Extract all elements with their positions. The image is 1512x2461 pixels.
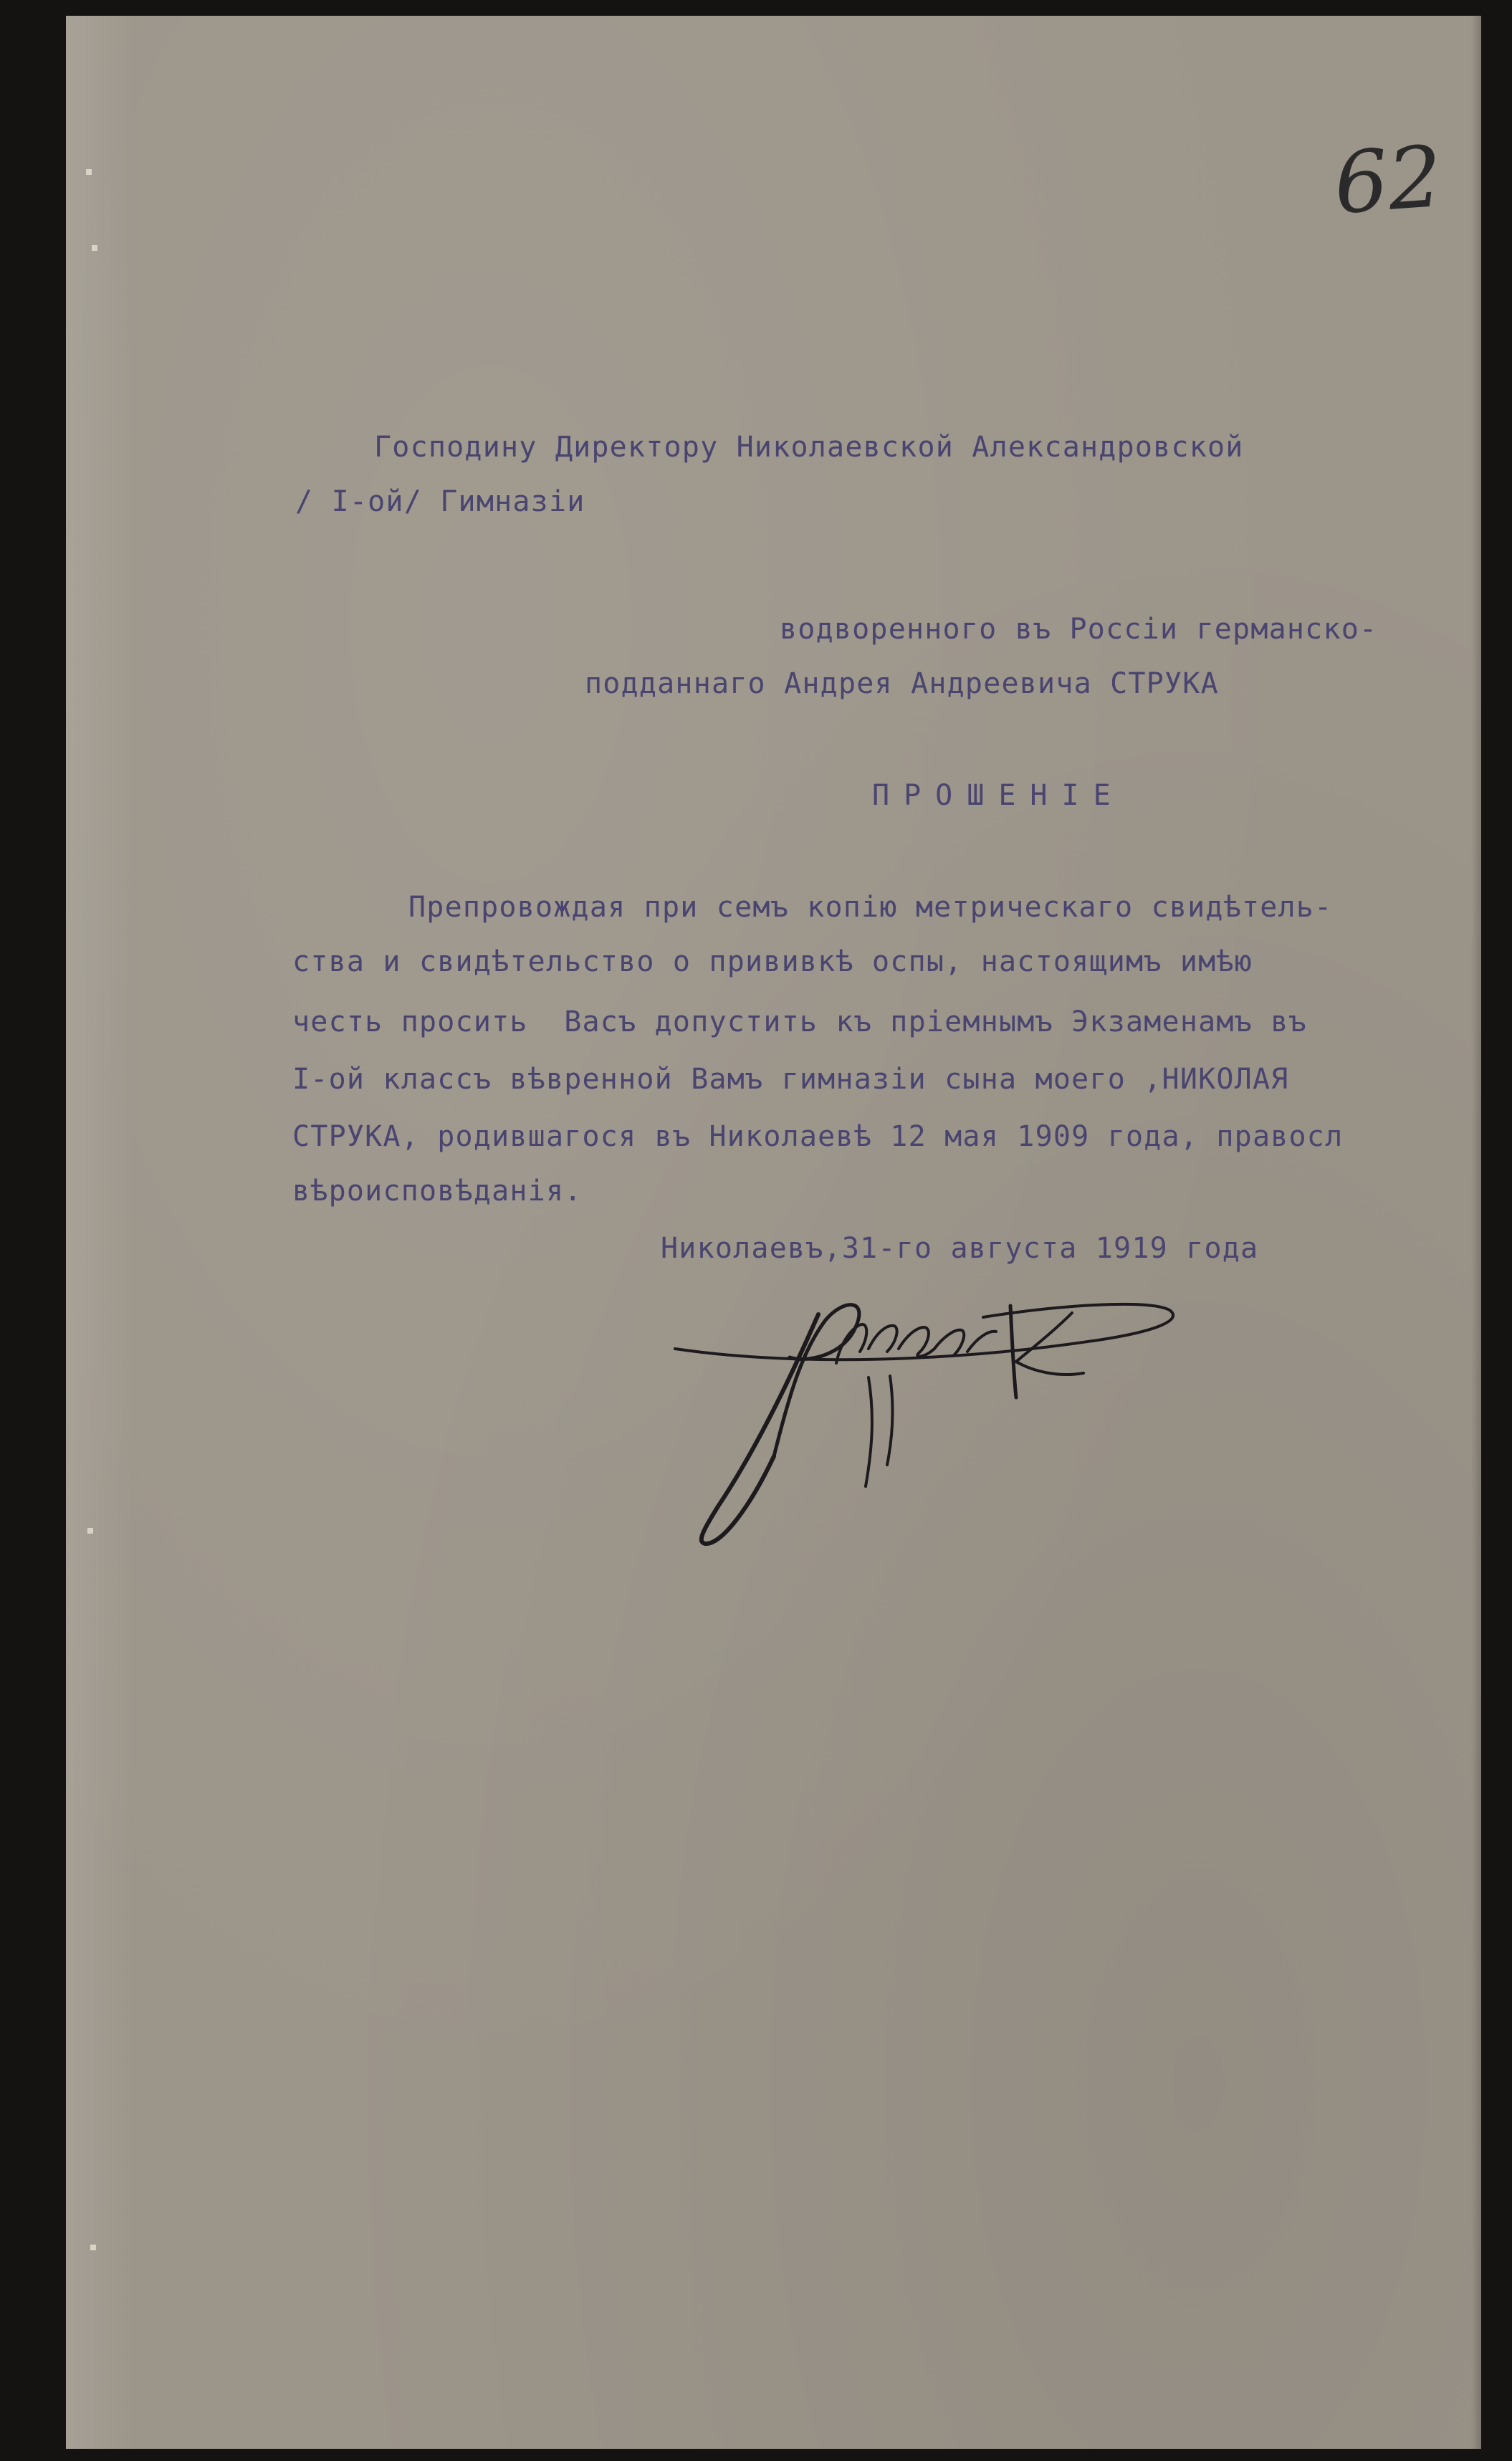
margin-mark [87, 1528, 93, 1534]
addressee-line-1: Господину Директору Николаевской Александровской [374, 431, 1244, 464]
margin-mark [90, 2245, 96, 2250]
margin-mark [86, 169, 92, 175]
body-line: СТРУКА, родившагося въ Николаевѣ 12 мая 1909 года, правосл [292, 1120, 1344, 1153]
body-line: I-ой классъ вѣвренной Вамъ гимназіи сына моего ,НИКОЛАЯ [292, 1063, 1289, 1096]
document-title: ПРОШЕНІЕ [872, 779, 1125, 812]
body-line: ства и свидѣтельство о прививкѣ оспы, настоящимъ имѣю [292, 945, 1253, 978]
addressee-line-2: / I-ой/ Гимназіи [295, 485, 585, 518]
body-line: вѣроисповѣданія. [292, 1175, 583, 1208]
petitioner-line-2: подданнаго Андрея Андреевича СТРУКА [585, 667, 1219, 700]
paper-sheet [66, 16, 1481, 2449]
handwritten-signature [654, 1277, 1255, 1549]
body-line: Препровождая при семъ копію метрическаго свидѣтель- [408, 891, 1333, 924]
folio-number: 62 [1331, 126, 1445, 234]
date-line: Николаевъ,31-го августа 1919 года [661, 1232, 1259, 1265]
margin-mark [92, 245, 97, 251]
body-line: честь просить Васъ допустить къ пріемнымъ Экзаменамъ въ [292, 1005, 1307, 1038]
petitioner-line-1: водворенного въ Россіи германско- [780, 613, 1378, 646]
